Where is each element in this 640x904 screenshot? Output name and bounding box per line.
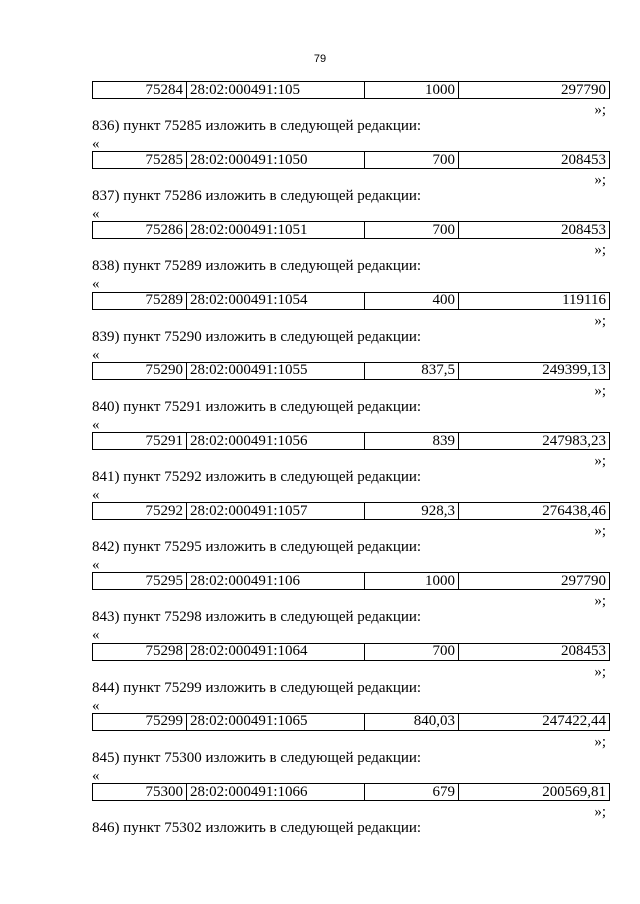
table-row	[93, 292, 610, 309]
table-row	[93, 222, 610, 239]
cadastral-number-cell: 28:02:000491:105	[187, 82, 365, 99]
cadastral-number-cell: 28:02:000491:1056	[187, 433, 365, 450]
data-table	[92, 713, 610, 731]
page-number: 79	[313, 53, 327, 65]
opening-quote: «	[92, 346, 100, 363]
item-number-cell: 75290	[93, 362, 187, 379]
closing-quote: »;	[594, 102, 606, 118]
cadastral-number-cell: 28:02:000491:1065	[187, 713, 365, 730]
opening-quote: «	[92, 136, 100, 152]
value-cell: 200569,81	[459, 784, 610, 801]
item-number-cell: 75300	[93, 784, 187, 801]
opening-quote: «	[92, 487, 100, 503]
cadastral-number-cell: 28:02:000491:1050	[187, 152, 365, 169]
data-table	[92, 572, 610, 590]
closing-quote: »;	[594, 312, 606, 329]
item-number-cell: 75286	[93, 222, 187, 239]
value-cell: 247422,44	[459, 713, 610, 730]
table-row	[93, 784, 610, 801]
value-cell: 208453	[459, 222, 610, 239]
closing-quote: »;	[594, 523, 606, 540]
value-cell: 208453	[459, 643, 610, 660]
item-number-cell: 75299	[93, 713, 187, 730]
opening-quote: «	[92, 416, 100, 433]
amendment-paragraph: 838) пункт 75289 изложить в следующей редакции:	[92, 258, 422, 275]
cadastral-number-cell: 28:02:000491:1051	[187, 222, 365, 239]
cadastral-number-cell: 28:02:000491:1057	[187, 503, 365, 520]
closing-quote: »;	[594, 453, 606, 469]
data-table	[92, 292, 610, 310]
data-table	[92, 502, 610, 520]
closing-quote: »;	[594, 804, 606, 820]
opening-quote: «	[92, 697, 100, 714]
amendment-paragraph: 842) пункт 75295 изложить в следующей редакции:	[92, 539, 422, 556]
opening-quote: «	[92, 627, 100, 644]
amendment-paragraph: 844) пункт 75299 изложить в следующей редакции:	[92, 679, 422, 696]
cadastral-number-cell: 28:02:000491:1064	[187, 643, 365, 660]
closing-quote: »;	[594, 733, 606, 750]
data-table	[92, 151, 610, 169]
amendment-paragraph: 845) пункт 75300 изложить в следующей редакции:	[92, 749, 422, 766]
area-cell: 837,5	[365, 362, 459, 379]
area-cell: 840,03	[365, 713, 459, 730]
area-cell: 700	[365, 222, 459, 239]
cadastral-number-cell: 28:02:000491:106	[187, 573, 365, 590]
table-row	[93, 82, 610, 99]
data-table	[92, 221, 610, 239]
value-cell: 297790	[459, 82, 610, 99]
table-row	[93, 152, 610, 169]
amendment-paragraph: 837) пункт 75286 изложить в следующей редакции:	[92, 188, 422, 205]
table-row	[93, 433, 610, 450]
item-number-cell: 75291	[93, 433, 187, 450]
table-row	[93, 643, 610, 660]
item-number-cell: 75292	[93, 503, 187, 520]
cadastral-number-cell: 28:02:000491:1055	[187, 362, 365, 379]
data-table	[92, 643, 610, 661]
data-table	[92, 81, 610, 99]
area-cell: 1000	[365, 82, 459, 99]
item-number-cell: 75284	[93, 82, 187, 99]
closing-quote: »;	[594, 382, 606, 399]
value-cell: 247983,23	[459, 433, 610, 450]
value-cell: 208453	[459, 152, 610, 169]
amendment-paragraph: 839) пункт 75290 изложить в следующей редакции:	[92, 328, 422, 345]
table-row	[93, 713, 610, 730]
area-cell: 928,3	[365, 503, 459, 520]
data-table	[92, 432, 610, 450]
closing-quote: »;	[594, 242, 606, 259]
data-table	[92, 783, 610, 801]
opening-quote: «	[92, 767, 100, 784]
table-row	[93, 573, 610, 590]
amendment-paragraph: 846) пункт 75302 изложить в следующей редакции:	[92, 820, 422, 836]
data-table	[92, 362, 610, 380]
area-cell: 700	[365, 152, 459, 169]
value-cell: 297790	[459, 573, 610, 590]
amendment-paragraph: 841) пункт 75292 изложить в следующей редакции:	[92, 469, 422, 485]
cadastral-number-cell: 28:02:000491:1054	[187, 292, 365, 309]
area-cell: 400	[365, 292, 459, 309]
opening-quote: «	[92, 557, 100, 574]
area-cell: 700	[365, 643, 459, 660]
value-cell: 249399,13	[459, 362, 610, 379]
closing-quote: »;	[594, 593, 606, 610]
value-cell: 119116	[459, 292, 610, 309]
table-row	[93, 362, 610, 379]
item-number-cell: 75289	[93, 292, 187, 309]
area-cell: 679	[365, 784, 459, 801]
item-number-cell: 75285	[93, 152, 187, 169]
table-row	[93, 503, 610, 520]
amendment-paragraph: 840) пункт 75291 изложить в следующей редакции:	[92, 398, 422, 415]
item-number-cell: 75298	[93, 643, 187, 660]
opening-quote: «	[92, 206, 100, 223]
amendment-paragraph: 836) пункт 75285 изложить в следующей редакции:	[92, 118, 422, 134]
closing-quote: »;	[594, 663, 606, 680]
cadastral-number-cell: 28:02:000491:1066	[187, 784, 365, 801]
closing-quote: »;	[594, 172, 606, 189]
opening-quote: «	[92, 276, 100, 293]
item-number-cell: 75295	[93, 573, 187, 590]
amendment-paragraph: 843) пункт 75298 изложить в следующей редакции:	[92, 609, 422, 626]
area-cell: 839	[365, 433, 459, 450]
area-cell: 1000	[365, 573, 459, 590]
value-cell: 276438,46	[459, 503, 610, 520]
